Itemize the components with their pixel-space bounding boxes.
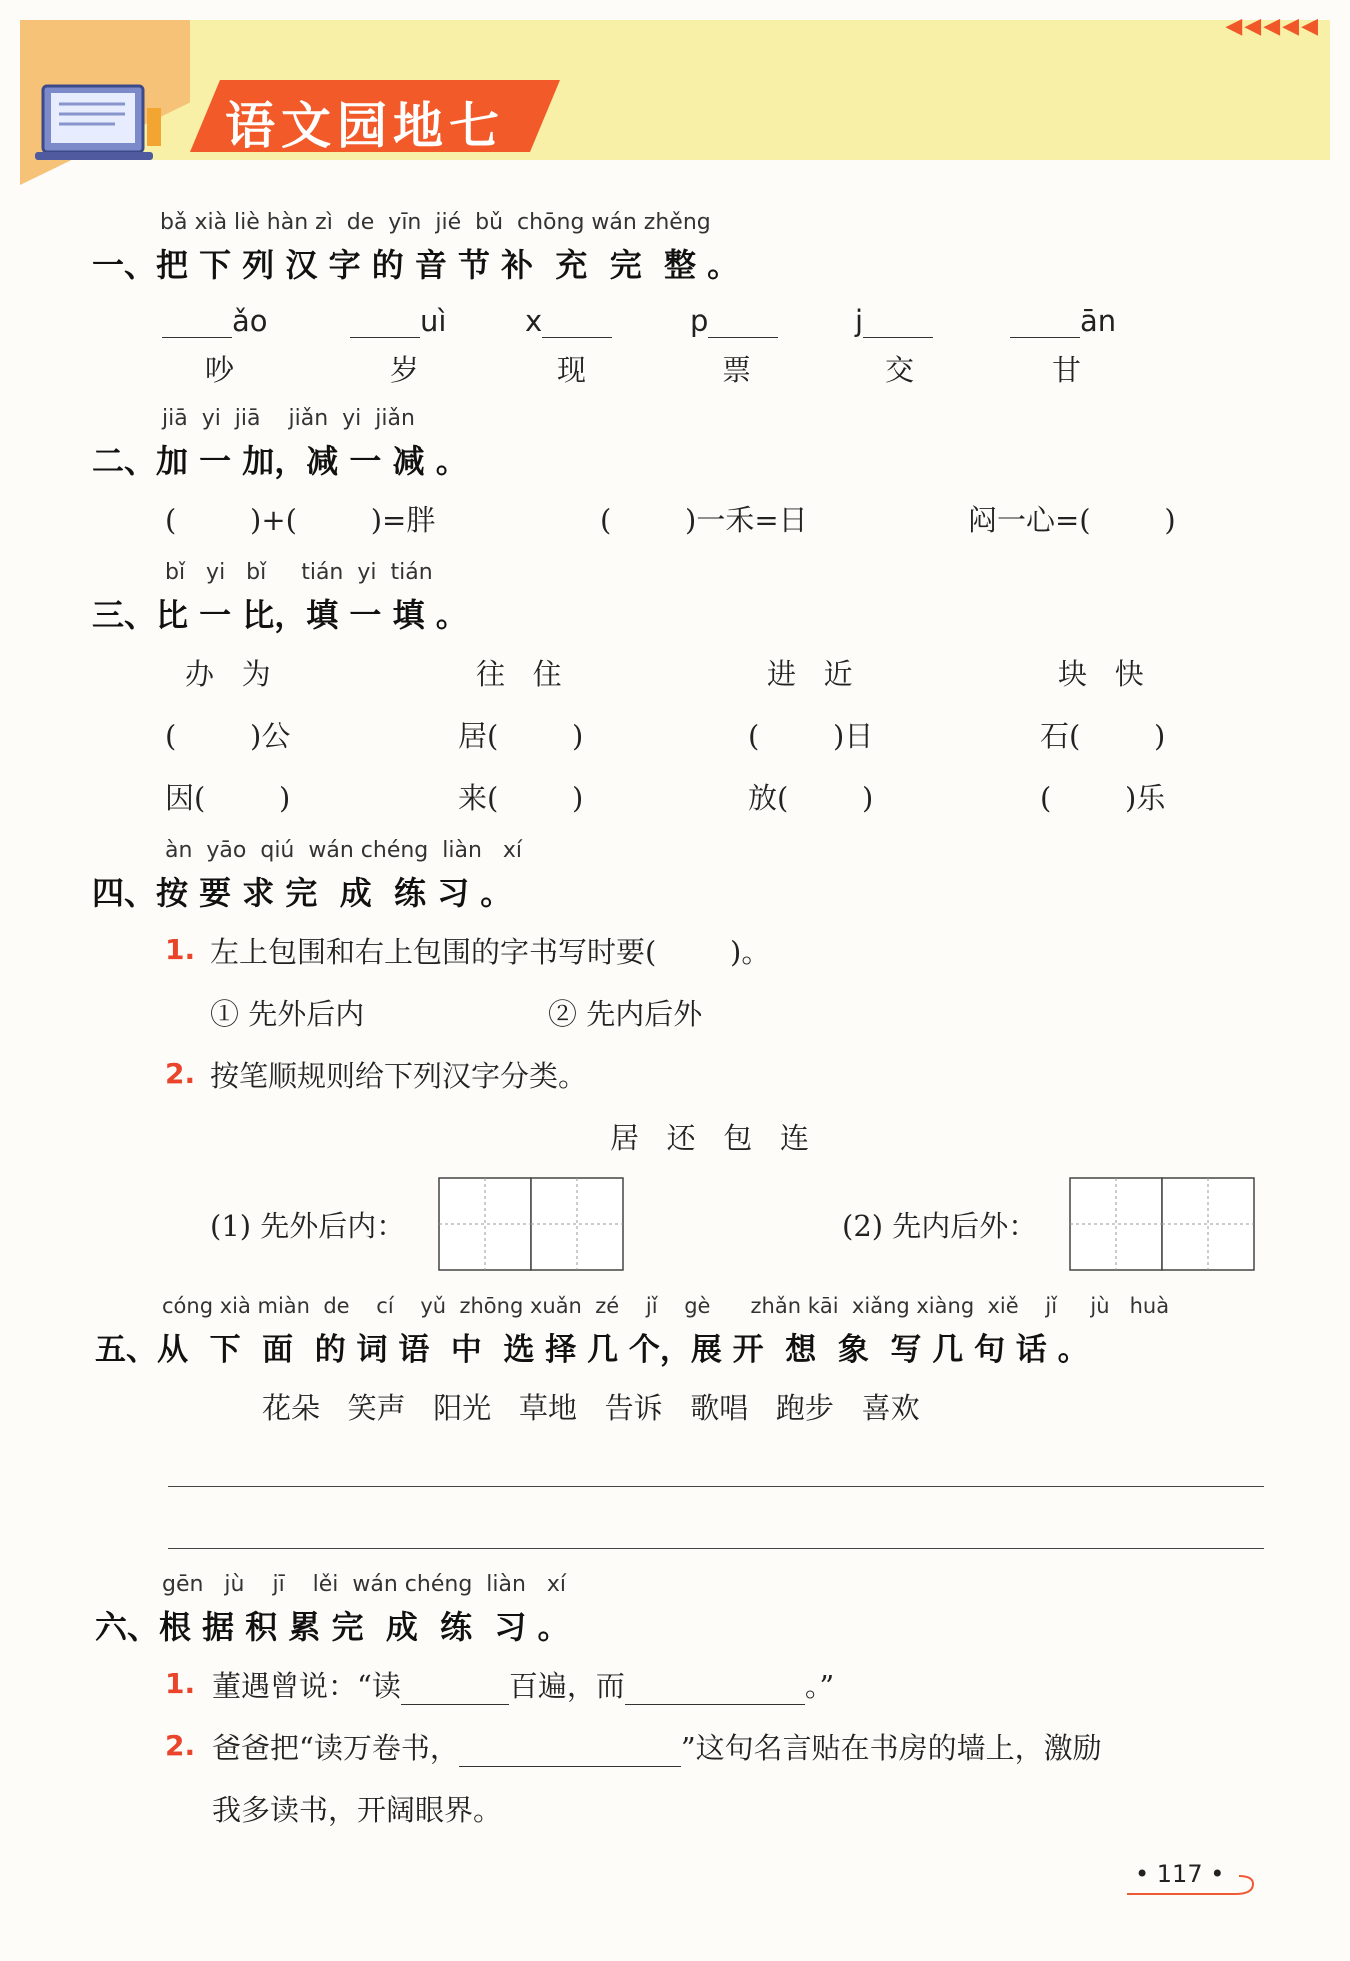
text: 董遇曾说：“读 [212, 1669, 401, 1703]
writing-grid-1[interactable] [438, 1177, 624, 1271]
text: 。” [804, 1669, 835, 1703]
s3-fill[interactable]: ( )公 [165, 719, 291, 753]
blank[interactable] [863, 309, 933, 338]
s1-char: 票 [722, 353, 752, 387]
s2-equation-2[interactable]: ( )一禾=日 [600, 503, 808, 537]
s3-fill[interactable]: 因( ) [165, 781, 291, 815]
s2-equation-3[interactable]: 闷一心=( ) [968, 503, 1176, 537]
blank[interactable] [459, 1738, 681, 1767]
text: ”这句名言贴在书房的墙上，激励 [680, 1731, 1102, 1765]
s6-question-2-cont: 我多读书，开阔眼界。 [212, 1793, 503, 1827]
page-swoosh-icon [1125, 1870, 1260, 1900]
s1-char: 岁 [390, 353, 420, 387]
s6-question-2 [212, 1726, 1102, 1767]
s3-pair-4: 块 快 [1058, 657, 1144, 691]
syllable: uì [420, 304, 447, 338]
s4-option-2[interactable]: ② 先内后外 [548, 997, 703, 1031]
s1-item-4 [690, 304, 778, 338]
blank[interactable] [162, 309, 232, 338]
s4-chars: 居 还 包 连 [610, 1121, 809, 1155]
s3-fill[interactable]: 居( ) [458, 719, 584, 753]
syllable: ān [1080, 304, 1117, 338]
s4-option-1[interactable]: ① 先外后内 [210, 997, 365, 1031]
category-label-1: (1) 先外后内： [210, 1209, 406, 1243]
writing-grid-2[interactable] [1069, 1177, 1255, 1271]
text: 爸爸把“读万卷书， [212, 1731, 459, 1765]
s3-pair-2: 往 住 [476, 657, 562, 691]
s5-heading: 五、从 下 面 的 词 语 中 选 择 几 个，展 开 想 象 写 几 句 话 。 [95, 1332, 1089, 1368]
text: 百遍，而 [508, 1669, 625, 1703]
s6-question-1 [212, 1664, 834, 1705]
question-number: 2. [165, 1057, 196, 1090]
s4-question-2: 按笔顺规则给下列汉字分类。 [210, 1059, 588, 1093]
laptop-icon [35, 78, 165, 168]
s1-heading: 一、把 下 列 汉 字 的 音 节 补 充 完 整 。 [92, 246, 740, 284]
s1-char: 现 [557, 353, 587, 387]
category-label-2: (2) 先内后外： [842, 1209, 1038, 1243]
s5-words: 花朵 笑声 阳光 草地 告诉 歌唱 跑步 喜欢 [262, 1391, 920, 1425]
s1-item-2 [350, 304, 446, 338]
arrow-decoration-icon: ◀◀◀◀◀ [1225, 14, 1320, 39]
s1-item-3 [525, 304, 612, 338]
s6-heading: 六、根 据 积 累 完 成 练 习 。 [95, 1608, 570, 1646]
blank[interactable] [350, 309, 420, 338]
answer-line[interactable] [168, 1486, 1264, 1487]
s1-item-5 [855, 304, 933, 338]
page-number: • 117 • [1135, 1860, 1225, 1888]
s2-pinyin: jiā yi jiā jiǎn yi jiǎn [162, 406, 415, 431]
syllable: p [690, 304, 709, 338]
s4-question-1[interactable]: 左上包围和右上包围的字书写时要( )。 [210, 935, 771, 969]
s4-pinyin: àn yāo qiú wán chéng liàn xí [165, 838, 523, 863]
s3-pair-1: 办 为 [185, 657, 271, 691]
question-number: 1. [165, 933, 196, 966]
s2-equation-1[interactable]: ( )+( )=胖 [165, 503, 436, 537]
blank[interactable] [625, 1676, 805, 1705]
blank[interactable] [1010, 309, 1080, 338]
s1-char: 吵 [205, 353, 235, 387]
question-number: 2. [165, 1729, 196, 1762]
syllable: j [855, 304, 864, 338]
s3-fill[interactable]: ( )日 [748, 719, 874, 753]
syllable: x [525, 304, 543, 338]
s1-item-6 [1010, 304, 1116, 338]
s5-pinyin: cóng xià miàn de cí yǔ zhōng xuǎn zé jǐ gè zhǎn kāi xiǎng xiàng xiě jǐ jù huà [162, 1294, 1170, 1318]
answer-line[interactable] [168, 1548, 1264, 1549]
s3-heading: 三、比 一 比，填 一 填 。 [92, 596, 468, 634]
s6-pinyin: gēn jù jī lěi wán chéng liàn xí [162, 1572, 567, 1597]
s1-char: 交 [885, 353, 915, 387]
s3-pair-3: 进 近 [767, 657, 853, 691]
blank[interactable] [401, 1676, 509, 1705]
question-number: 1. [165, 1667, 196, 1700]
s3-fill[interactable]: ( )乐 [1040, 781, 1166, 815]
s3-pinyin: bǐ yi bǐ tián yi tián [165, 560, 433, 585]
s1-char: 甘 [1052, 353, 1082, 387]
page-title: 语文园地七 [225, 97, 505, 155]
s3-fill[interactable]: 来( ) [458, 781, 584, 815]
s1-pinyin: bǎ xià liè hàn zì de yīn jié bǔ chōng wán zhěng [160, 210, 711, 235]
blank[interactable] [708, 309, 778, 338]
s3-fill[interactable]: 石( ) [1040, 719, 1166, 753]
s2-heading: 二、加 一 加，减 一 减 。 [92, 442, 468, 480]
s1-item-1 [162, 304, 268, 338]
s3-fill[interactable]: 放( ) [748, 781, 874, 815]
syllable: ǎo [232, 304, 268, 338]
s4-heading: 四、按 要 求 完 成 练 习 。 [92, 874, 513, 912]
blank[interactable] [542, 309, 612, 338]
